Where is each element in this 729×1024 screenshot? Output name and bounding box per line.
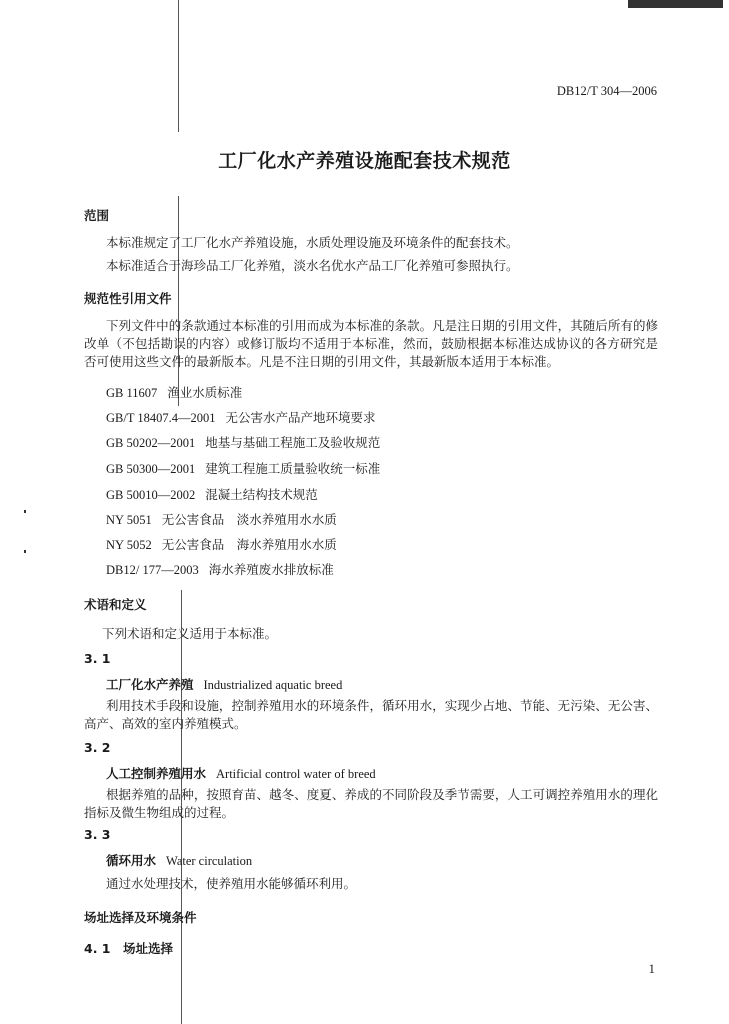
term-name-en: Water circulation xyxy=(166,854,253,868)
term-title xyxy=(106,675,342,693)
term-definition: 通过水处理技术，使养殖用水能够循环利用。 xyxy=(106,876,357,891)
term-title xyxy=(106,764,376,782)
subsection-heading-site-selection: 4. 1 场址选择 xyxy=(84,941,173,956)
reference-item xyxy=(106,433,380,451)
scan-artifact-line xyxy=(178,196,179,406)
reference-code: GB 50010—2002 xyxy=(106,488,196,502)
term-definition: 利用技术手段和设施，控制养殖用水的环境条件，循环用水，实现少占地、节能、无污染、无公害、高产、高效的室内养殖模式。 xyxy=(84,698,658,731)
reference-name: 无公害食品 海水养殖用水水质 xyxy=(161,537,337,552)
document-code: DB12/T 304—2006 xyxy=(556,84,657,98)
term-number: 3. 1 xyxy=(84,651,111,666)
section-heading-normative: 规范性引用文件 xyxy=(84,291,172,306)
reference-name: 混凝土结构技术规范 xyxy=(205,487,318,502)
reference-code: GB 11607 xyxy=(106,386,158,400)
scope-paragraph-2: 本标准适合于海珍品工厂化养殖，淡水名优水产品工厂化养殖可参照执行。 xyxy=(106,258,519,273)
reference-item xyxy=(106,560,334,578)
scan-artifact-speck xyxy=(24,510,26,513)
term-definition: 根据养殖的品种，按照育苗、越冬、度夏、养成的不同阶段及季节需要，人工可调控养殖用水的理化指标及微生物组成的过程。 xyxy=(84,787,658,820)
term-title xyxy=(106,851,252,869)
scope-paragraph-1: 本标准规定了工厂化水产养殖设施，水质处理设施及环境条件的配套技术。 xyxy=(106,235,519,250)
reference-name: 渔业水质标准 xyxy=(167,385,243,400)
reference-code: GB 50202—2001 xyxy=(106,436,196,450)
page-number: 1 xyxy=(648,961,655,976)
reference-code: NY 5052 xyxy=(106,538,152,552)
term-name-zh: 人工控制养殖用水 xyxy=(106,766,207,781)
reference-item xyxy=(106,383,242,401)
section-heading-scope: 范围 xyxy=(84,208,110,223)
reference-code: GB/T 18407.4—2001 xyxy=(106,411,216,425)
reference-item xyxy=(106,510,337,528)
reference-name: 无公害水产品产地环境要求 xyxy=(225,410,376,425)
scan-artifact-bar xyxy=(628,0,723,8)
term-name-en: Artificial control water of breed xyxy=(216,767,376,781)
scan-artifact-line xyxy=(178,0,179,132)
term-name-en: Industrialized aquatic breed xyxy=(203,678,343,692)
reference-item xyxy=(106,485,318,503)
term-name-zh: 循环用水 xyxy=(106,853,157,868)
reference-name: 建筑工程施工质量验收统一标准 xyxy=(205,461,381,476)
scan-artifact-speck xyxy=(24,550,26,553)
terms-intro: 下列术语和定义适用于本标准。 xyxy=(102,626,278,641)
reference-code: NY 5051 xyxy=(106,513,152,527)
reference-item xyxy=(106,535,337,553)
reference-code: DB12/ 177—2003 xyxy=(106,563,199,577)
reference-code: GB 50300—2001 xyxy=(106,462,196,476)
reference-item xyxy=(106,408,376,426)
normative-intro: 下列文件中的条款通过本标准的引用而成为本标准的条款。凡是注日期的引用文件，其随后所有的修改单（不包括勘误的内容）或修订版均不适用于本标准，然而，鼓励根据本标准达成协议的各方研究是否可使用这些文件的最新版本。凡是不注日期的引用文件，其最新版本适用于本标准。 xyxy=(84,318,658,369)
term-number: 3. 3 xyxy=(84,827,111,842)
term-number: 3. 2 xyxy=(84,740,111,755)
section-heading-terms: 术语和定义 xyxy=(84,597,147,612)
reference-item xyxy=(106,459,380,477)
document-title: 工厂化水产养殖设施配套技术规范 xyxy=(218,150,511,172)
reference-name: 海水养殖废水排放标准 xyxy=(208,562,334,577)
section-heading-site: 场址选择及环境条件 xyxy=(84,910,197,925)
reference-name: 无公害食品 淡水养殖用水水质 xyxy=(161,512,337,527)
reference-name: 地基与基础工程施工及验收规范 xyxy=(205,435,381,450)
term-name-zh: 工厂化水产养殖 xyxy=(106,677,194,692)
